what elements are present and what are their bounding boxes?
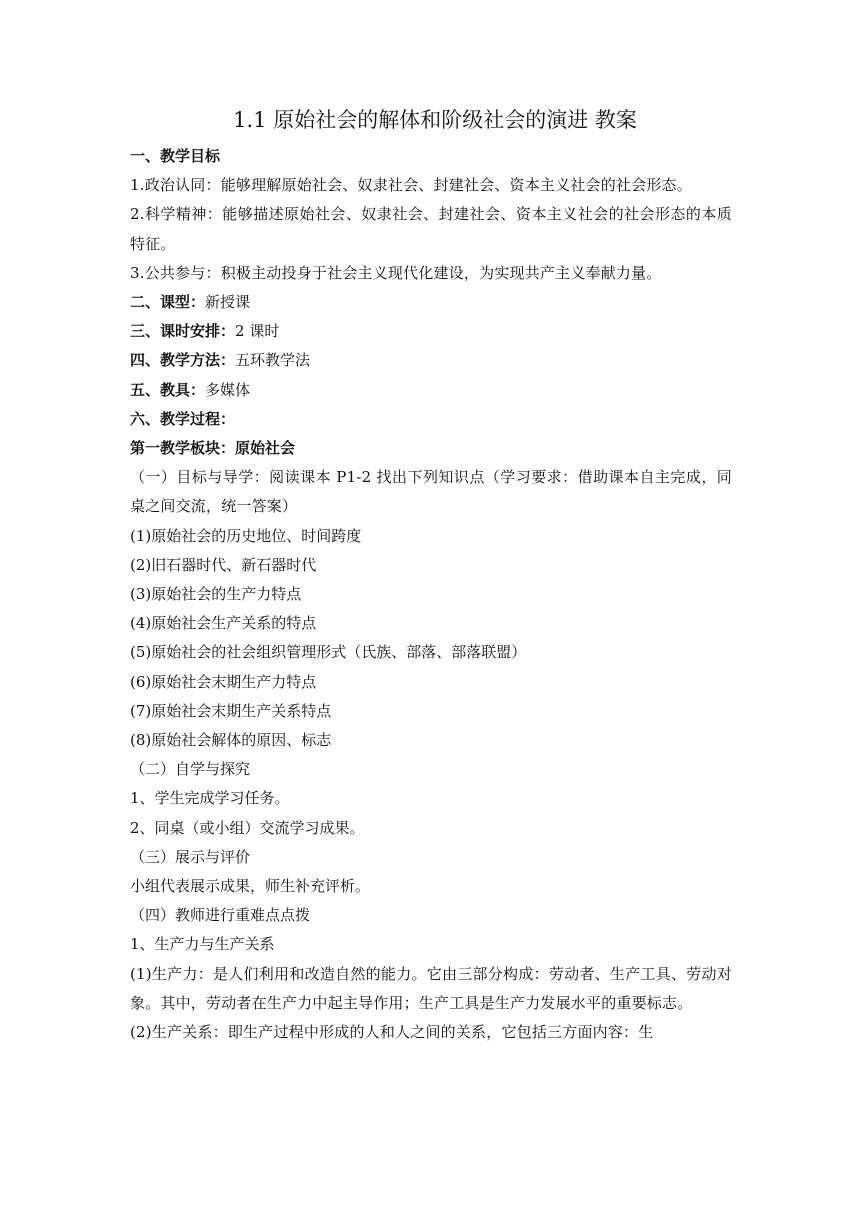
hours-label: 三、课时安排： xyxy=(130,322,236,341)
tools-value: 多媒体 xyxy=(205,380,251,399)
hours-value: 2 课时 xyxy=(235,322,280,341)
document-body xyxy=(130,104,732,1047)
knowledge-point: (6)原始社会末期生产力特点 xyxy=(130,672,317,691)
process-heading: 六、教学过程： xyxy=(130,409,236,428)
productivity-text: (1)生产力：是人们利用和改造自然的能力。它由三部分构成：劳动者、生产工具、劳动对象。其中，劳动者在生产力中起主导作用；生产工具是生产力发展水平的重要标志。 xyxy=(130,964,732,1012)
goal-public: 3.公共参与：积极主动投身于社会主义现代化建设，为实现共产主义奉献力量。 xyxy=(130,263,662,282)
relations-text: (2)生产关系：即生产过程中形成的人和人之间的关系，它包括三方面内容：生 xyxy=(130,1023,654,1042)
method-label: 四、教学方法： xyxy=(130,351,236,370)
knowledge-point: (8)原始社会解体的原因、标志 xyxy=(130,731,332,750)
knowledge-point: (2)旧石器时代、新石器时代 xyxy=(130,555,317,574)
knowledge-point: (1)原始社会的历史地位、时间跨度 xyxy=(130,526,362,545)
step1-text: （一）目标与导学：阅读课本 P1-2 找出下列知识点（学习要求：借助课本自主完成，同桌之间交流，统一答案） xyxy=(130,468,732,516)
document-title: 1.1 原始社会的解体和阶级社会的演进 教案 xyxy=(233,108,637,132)
lesson-type-label: 二、课型： xyxy=(130,293,206,312)
step2-item: 1、学生完成学习任务。 xyxy=(130,789,290,808)
step2-item: 2、同桌（或小组）交流学习成果。 xyxy=(130,818,365,837)
step4-heading: （四）教师进行重难点点拨 xyxy=(130,906,311,925)
lesson-type-line xyxy=(130,288,732,317)
step4-item: 1、生产力与生产关系 xyxy=(130,935,275,954)
step2-heading: （二）自学与探究 xyxy=(130,760,251,779)
goals-heading: 一、教学目标 xyxy=(130,147,221,165)
knowledge-point: (7)原始社会末期生产关系特点 xyxy=(130,701,332,720)
method-line xyxy=(130,346,732,375)
knowledge-point: (5)原始社会的社会组织管理形式（氏族、部落、部落联盟） xyxy=(130,643,527,662)
knowledge-point: (3)原始社会的生产力特点 xyxy=(130,585,302,604)
tools-line xyxy=(130,376,732,405)
knowledge-point: (4)原始社会生产关系的特点 xyxy=(130,614,317,633)
step3-text: 小组代表展示成果，师生补充评析。 xyxy=(130,877,371,896)
hours-line xyxy=(130,317,732,346)
step3-heading: （三）展示与评价 xyxy=(130,847,251,866)
lesson-type-value: 新授课 xyxy=(205,293,251,312)
tools-label: 五、教具： xyxy=(130,380,206,399)
block-heading: 第一教学板块：原始社会 xyxy=(130,439,296,458)
goal-political: 1.政治认同：能够理解原始社会、奴隶社会、封建社会、资本主义社会的社会形态。 xyxy=(130,176,692,195)
method-value: 五环教学法 xyxy=(235,351,311,370)
goal-science: 2.科学精神：能够描述原始社会、奴隶社会、封建社会、资本主义社会的社会形态的本质特征。 xyxy=(130,205,732,253)
